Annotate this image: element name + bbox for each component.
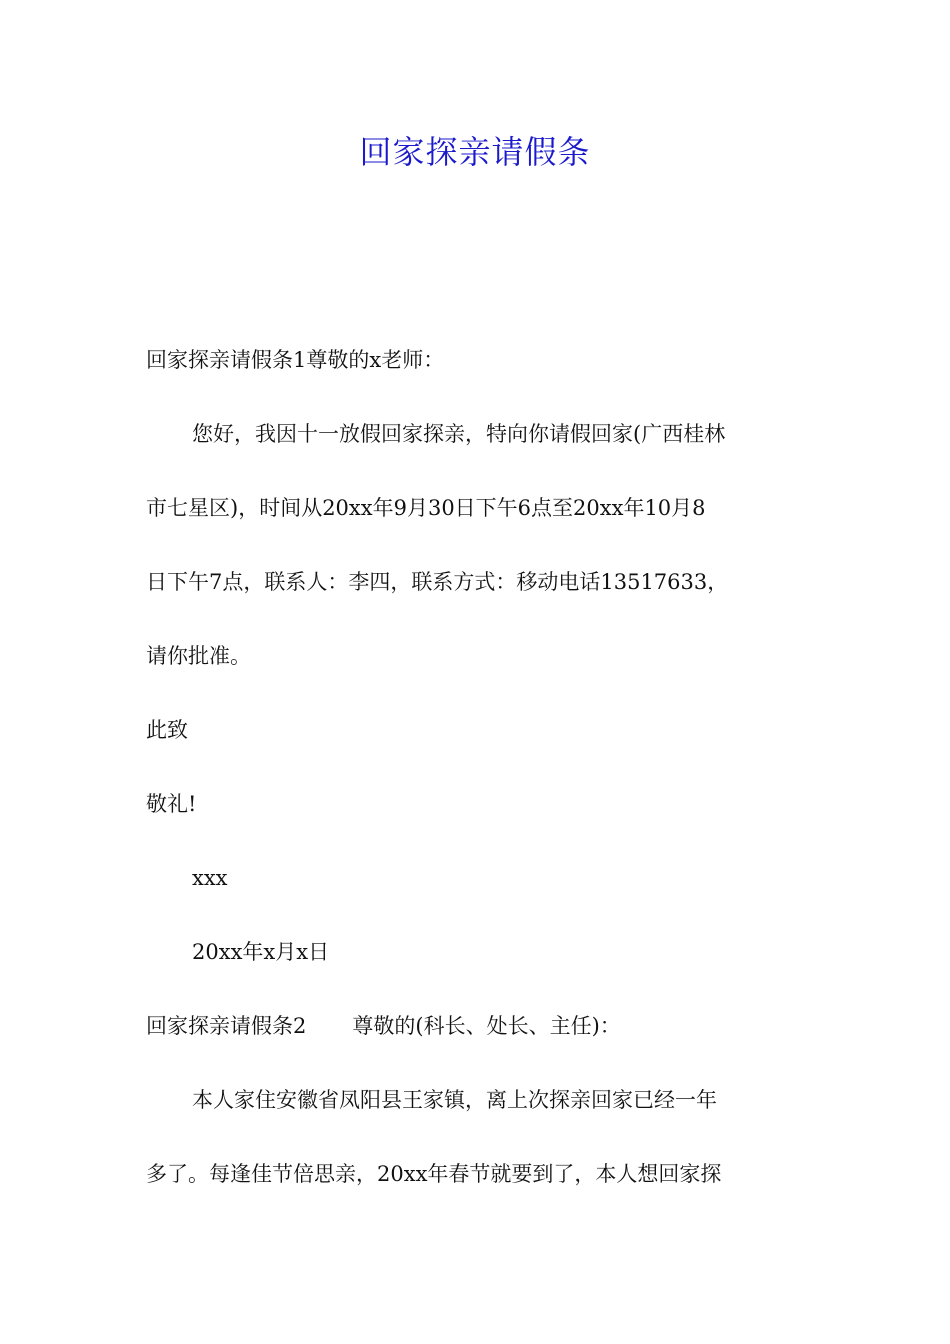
letter2-paragraph-line: 多了。每逢佳节倍思亲，20xx年春节就要到了，本人想回家探 bbox=[146, 1162, 722, 1186]
letter1-salutation: 回家探亲请假条1尊敬的x老师： bbox=[146, 348, 445, 372]
letter1-paragraph-line: 日下午7点，联系人：李四，联系方式：移动电话13517633， bbox=[146, 570, 729, 594]
letter2-heading: 回家探亲请假条2 bbox=[146, 1014, 307, 1038]
document-body bbox=[146, 335, 806, 1223]
letter2-heading-row bbox=[146, 1001, 806, 1075]
letter1-signature: xxx bbox=[192, 866, 228, 890]
letter1-paragraph-line: 请你批准。 bbox=[146, 644, 251, 668]
letter1-closing: 此致 bbox=[146, 718, 188, 742]
document-title: 回家探亲请假条 bbox=[359, 133, 591, 171]
letter1-regards: 敬礼! bbox=[146, 792, 197, 816]
letter1-date: 20xx年x月x日 bbox=[192, 940, 330, 964]
letter1-paragraph-line: 市七星区)，时间从20xx年9月30日下午6点至20xx年10月8 bbox=[146, 496, 706, 520]
letter2-salutation: 尊敬的(科长、处长、主任)： bbox=[352, 1014, 621, 1038]
letter1-paragraph-line: 您好，我因十一放假回家探亲，特向你请假回家(广西桂林 bbox=[192, 422, 726, 446]
letter2-paragraph-line: 本人家住安徽省凤阳县王家镇，离上次探亲回家已经一年 bbox=[192, 1088, 717, 1112]
